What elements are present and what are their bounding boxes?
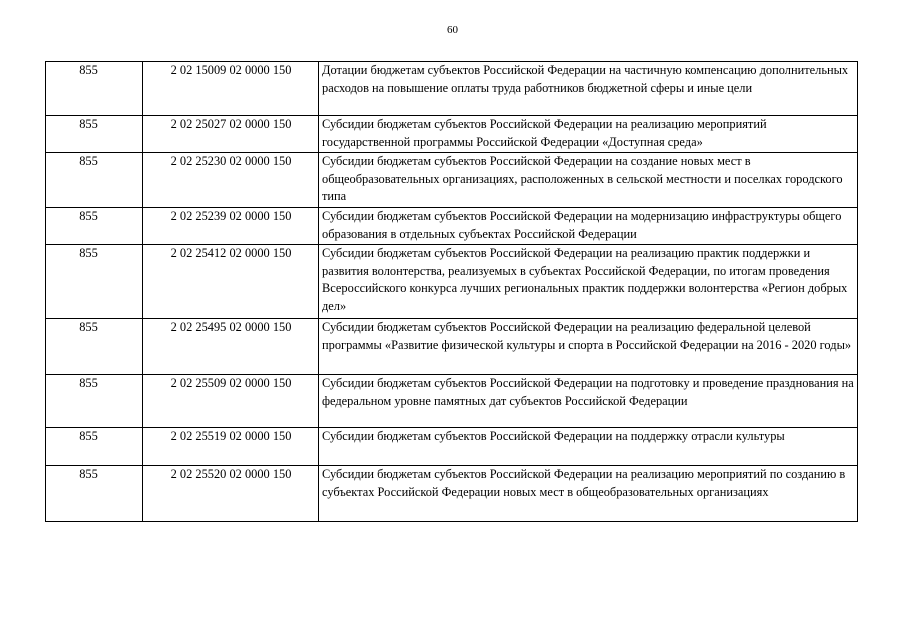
budget-code-cell: 2 02 25519 02 0000 150 [143,428,319,466]
table-row [46,319,858,375]
admin-code-cell: 855 [46,208,143,245]
table-row [46,208,858,245]
admin-code-cell: 855 [46,153,143,208]
admin-code-cell: 855 [46,62,143,116]
budget-code-cell: 2 02 25520 02 0000 150 [143,466,319,522]
budget-code-cell: 2 02 25509 02 0000 150 [143,375,319,428]
revenue-name-cell: Дотации бюджетам субъектов Российской Федерации на частичную компенсацию дополнительных расходов на повышение оплаты труда работников бюджетной сферы и иные цели [319,62,858,116]
table-row [46,62,858,116]
page-number: 60 [447,24,458,36]
table-row [46,375,858,428]
budget-code-cell: 2 02 25239 02 0000 150 [143,208,319,245]
admin-code-cell: 855 [46,116,143,153]
revenue-name-cell: Субсидии бюджетам субъектов Российской Федерации на реализацию мероприятий государственной программы Российской Федерации «Доступная среда» [319,116,858,153]
admin-code-cell: 855 [46,245,143,319]
admin-code-cell: 855 [46,428,143,466]
budget-code-cell: 2 02 25027 02 0000 150 [143,116,319,153]
revenue-name-cell: Субсидии бюджетам субъектов Российской Федерации на поддержку отрасли культуры [319,428,858,466]
table-row [46,116,858,153]
budget-code-cell: 2 02 15009 02 0000 150 [143,62,319,116]
revenue-name-cell: Субсидии бюджетам субъектов Российской Федерации на реализацию практик поддержки и развития волонтерства, реализуемых в субъектах Российской Федерации, по итогам проведения Всероссийского конкурса лучших региональных практик поддержки волонтерства «Регион добрых дел» [319,245,858,319]
revenue-name-cell: Субсидии бюджетам субъектов Российской Федерации на реализацию федеральной целевой программы «Развитие физической культуры и спорта в Российской Федерации на 2016 - 2020 годы» [319,319,858,375]
revenue-name-cell: Субсидии бюджетам субъектов Российской Федерации на подготовку и проведение празднования на федеральном уровне памятных дат субъектов Российской Федерации [319,375,858,428]
admin-code-cell: 855 [46,466,143,522]
revenue-name-cell: Субсидии бюджетам субъектов Российской Федерации на создание новых мест в общеобразовательных организациях, расположенных в сельской местности и поселках городского типа [319,153,858,208]
budget-code-cell: 2 02 25412 02 0000 150 [143,245,319,319]
budget-revenue-table [45,61,858,522]
revenue-name-cell: Субсидии бюджетам субъектов Российской Федерации на модернизацию инфраструктуры общего образования в отдельных субъектах Российской Федерации [319,208,858,245]
table-row [46,466,858,522]
budget-code-cell: 2 02 25495 02 0000 150 [143,319,319,375]
table-row [46,153,858,208]
budget-code-cell: 2 02 25230 02 0000 150 [143,153,319,208]
table-row [46,245,858,319]
revenue-name-cell: Субсидии бюджетам субъектов Российской Федерации на реализацию мероприятий по созданию в субъектах Российской Федерации новых мест в общеобразовательных организациях [319,466,858,522]
admin-code-cell: 855 [46,319,143,375]
table-row [46,428,858,466]
admin-code-cell: 855 [46,375,143,428]
